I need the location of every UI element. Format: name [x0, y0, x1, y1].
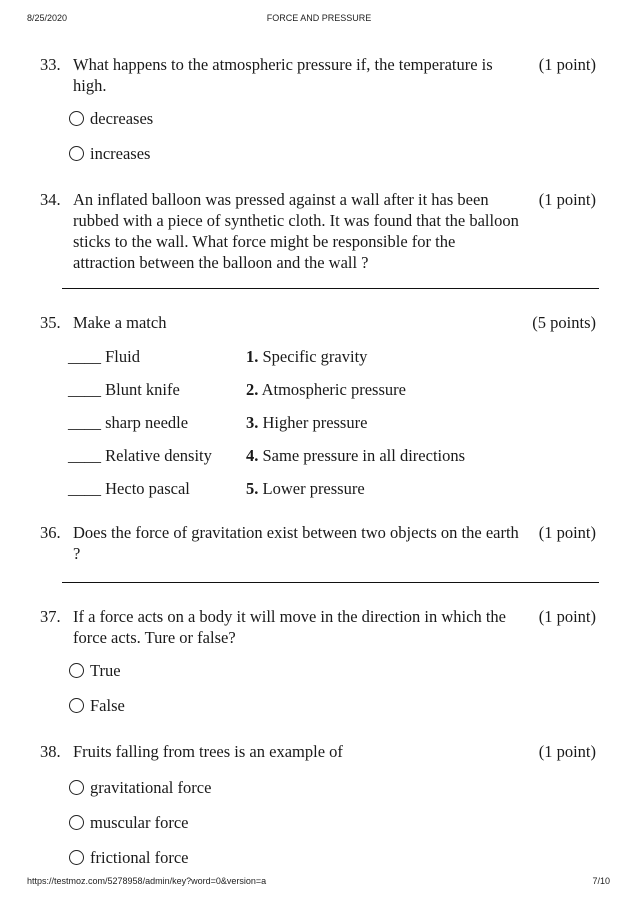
question-text-line: What happens to the atmospheric pressure if, the temperature is: [73, 55, 493, 74]
question-points: (1 point): [538, 523, 596, 542]
question-text-line: If a force acts on a body it will move in the direction in which the: [73, 607, 506, 626]
match-number: 2.: [246, 380, 259, 399]
option-label: frictional force: [90, 848, 189, 867]
match-left-item: ____ Fluid: [68, 347, 140, 366]
match-number: 1.: [246, 347, 259, 366]
question-points: (1 point): [538, 742, 596, 761]
match-right-item: [246, 346, 367, 367]
question-text-line: high.: [73, 76, 107, 95]
page-url: https://testmoz.com/5278958/admin/key?word=0&version=a: [27, 876, 267, 886]
radio-button-icon[interactable]: [69, 698, 84, 713]
question-number: 34.: [40, 190, 61, 209]
match-number: 3.: [246, 413, 259, 432]
radio-button-icon[interactable]: [69, 780, 84, 795]
radio-button-icon[interactable]: [69, 815, 84, 830]
option-true[interactable]: [69, 660, 121, 681]
option-false[interactable]: [69, 695, 125, 716]
match-label: Same pressure in all directions: [262, 446, 466, 465]
match-label: Atmospheric pressure: [261, 380, 406, 399]
page-header-title: FORCE AND PRESSURE: [266, 13, 372, 23]
question-text-line: sticks to the wall. What force might be responsible for the: [73, 232, 456, 251]
match-number: 4.: [246, 446, 259, 465]
match-label: Specific gravity: [262, 347, 368, 366]
question-number: 35.: [40, 313, 61, 332]
question-number: 33.: [40, 55, 61, 74]
option-label: increases: [90, 144, 151, 163]
page-number: 7/10: [592, 876, 610, 886]
answer-line[interactable]: [62, 288, 599, 289]
radio-button-icon[interactable]: [69, 146, 84, 161]
option-frictional-force[interactable]: [69, 847, 188, 868]
question-number: 38.: [40, 742, 61, 761]
question-points: (1 point): [538, 607, 596, 626]
option-decreases[interactable]: [69, 108, 153, 129]
question-text-line: ?: [73, 544, 81, 563]
option-muscular-force[interactable]: [69, 812, 189, 833]
match-label: Higher pressure: [262, 413, 368, 432]
option-increases[interactable]: [69, 143, 150, 164]
option-label: muscular force: [90, 813, 189, 832]
option-label: gravitational force: [90, 778, 212, 797]
match-right-item: [246, 478, 365, 499]
match-left-item: ____ Hecto pascal: [68, 479, 190, 498]
question-text-line: Does the force of gravitation exist between two objects on the earth: [73, 523, 519, 542]
match-left-item: ____ Relative density: [68, 446, 212, 465]
match-label: Lower pressure: [262, 479, 365, 498]
question-text-line: rubbed with a piece of synthetic cloth. It was found that the balloon: [73, 211, 519, 230]
question-points: (1 point): [538, 190, 596, 209]
question-number: 36.: [40, 523, 61, 542]
match-left-item: ____ sharp needle: [68, 413, 189, 432]
print-date: 8/25/2020: [27, 13, 68, 23]
question-number: 37.: [40, 607, 61, 626]
option-label: True: [90, 661, 121, 680]
match-left-item: ____ Blunt knife: [68, 380, 180, 399]
radio-button-icon[interactable]: [69, 850, 84, 865]
match-right-item: [246, 445, 465, 466]
radio-button-icon[interactable]: [69, 663, 84, 678]
question-points: (1 point): [538, 55, 596, 74]
question-text-line: An inflated balloon was pressed against a wall after it has been: [73, 190, 489, 209]
match-right-item: [246, 379, 406, 400]
question-text: Fruits falling from trees is an example of: [73, 742, 343, 761]
match-number: 5.: [246, 479, 259, 498]
question-text: Make a match: [73, 313, 167, 332]
option-label: False: [90, 696, 125, 715]
option-label: decreases: [90, 109, 154, 128]
question-text-line: attraction between the balloon and the wall ?: [73, 253, 369, 272]
answer-line[interactable]: [62, 582, 599, 583]
question-text-line: force acts. Ture or false?: [73, 628, 236, 647]
match-right-item: [246, 412, 367, 433]
option-gravitational-force[interactable]: [69, 777, 211, 798]
radio-button-icon[interactable]: [69, 111, 84, 126]
question-points: (5 points): [532, 313, 596, 332]
